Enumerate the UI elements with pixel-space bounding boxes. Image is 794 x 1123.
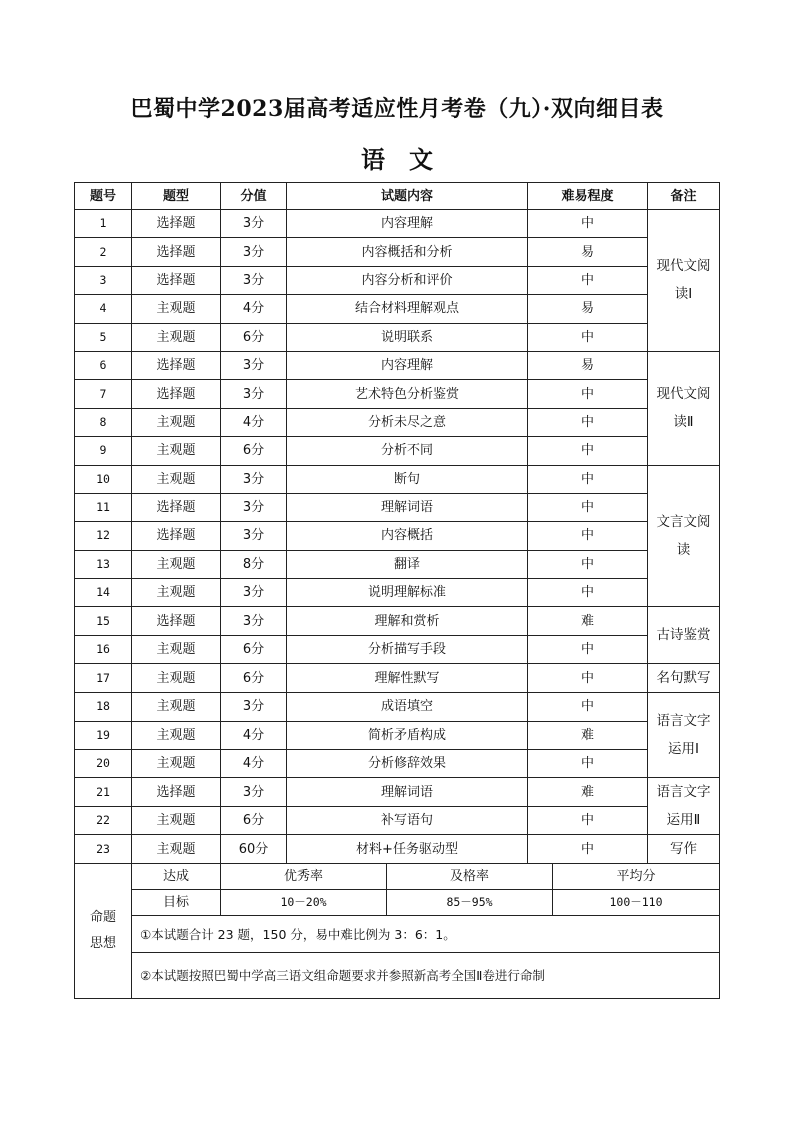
table-row bbox=[75, 664, 720, 693]
cell-score: 3分 bbox=[221, 693, 287, 721]
cell-type: 选择题 bbox=[132, 351, 221, 379]
remark-line: 写作 bbox=[670, 841, 697, 858]
cell-score: 3分 bbox=[221, 266, 287, 294]
table-row bbox=[75, 295, 720, 323]
cell-type: 主观题 bbox=[132, 550, 221, 578]
cell-type: 主观题 bbox=[132, 295, 221, 323]
cell-difficulty: 中 bbox=[528, 693, 648, 721]
cell-difficulty: 易 bbox=[528, 351, 648, 379]
cell-difficulty: 中 bbox=[528, 522, 648, 550]
header-type: 题型 bbox=[132, 183, 221, 210]
cell-number: 4 bbox=[75, 295, 132, 323]
cell-content: 翻译 bbox=[287, 550, 528, 578]
cell-difficulty: 难 bbox=[528, 607, 648, 635]
cell-content: 理解性默写 bbox=[287, 664, 528, 693]
cell-difficulty: 中 bbox=[528, 635, 648, 663]
summary-label-line: 命题 bbox=[89, 910, 116, 926]
cell-content: 内容概括和分析 bbox=[287, 238, 528, 266]
remark-line: 读 bbox=[676, 541, 691, 558]
cell-number: 11 bbox=[75, 493, 132, 521]
cell-difficulty: 中 bbox=[528, 437, 648, 465]
cell-difficulty: 中 bbox=[528, 493, 648, 521]
cell-content: 艺术特色分析鉴赏 bbox=[287, 380, 528, 408]
table-row bbox=[75, 607, 720, 635]
metric-value: 10－20% bbox=[221, 890, 387, 916]
cell-number: 23 bbox=[75, 835, 132, 864]
table-row bbox=[75, 465, 720, 493]
cell-number: 20 bbox=[75, 750, 132, 778]
cell-score: 6分 bbox=[221, 635, 287, 663]
remark-cell bbox=[648, 693, 720, 778]
cell-content: 说明联系 bbox=[287, 323, 528, 351]
cell-difficulty: 中 bbox=[528, 550, 648, 578]
table-row bbox=[75, 835, 720, 864]
remark-cell bbox=[648, 607, 720, 664]
target-label-line1: 达成 bbox=[132, 864, 221, 890]
cell-difficulty: 中 bbox=[528, 380, 648, 408]
cell-score: 3分 bbox=[221, 778, 287, 807]
table-row bbox=[75, 323, 720, 351]
remark-cell bbox=[648, 351, 720, 465]
cell-type: 选择题 bbox=[132, 607, 221, 635]
table-row bbox=[75, 437, 720, 465]
cell-score: 3分 bbox=[221, 351, 287, 379]
cell-content: 结合材料理解观点 bbox=[287, 295, 528, 323]
table-row bbox=[75, 266, 720, 294]
cell-score: 3分 bbox=[221, 579, 287, 607]
cell-number: 21 bbox=[75, 778, 132, 807]
cell-number: 19 bbox=[75, 721, 132, 749]
cell-number: 14 bbox=[75, 579, 132, 607]
detail-table bbox=[74, 182, 720, 864]
cell-content: 说明理解标准 bbox=[287, 579, 528, 607]
remark-line: 运用Ⅱ bbox=[666, 812, 701, 829]
cell-content: 分析修辞效果 bbox=[287, 750, 528, 778]
summary-label bbox=[75, 864, 132, 999]
cell-score: 6分 bbox=[221, 437, 287, 465]
header-content: 试题内容 bbox=[287, 183, 528, 210]
remark-line: 文言文阅 bbox=[656, 513, 711, 530]
remark-line: 语言文字 bbox=[656, 713, 711, 730]
cell-content: 理解和赏析 bbox=[287, 607, 528, 635]
remark-cell bbox=[648, 778, 720, 835]
cell-score: 4分 bbox=[221, 295, 287, 323]
cell-type: 选择题 bbox=[132, 778, 221, 807]
remark-cell bbox=[648, 210, 720, 352]
cell-content: 分析未尽之意 bbox=[287, 408, 528, 436]
cell-number: 15 bbox=[75, 607, 132, 635]
table-row bbox=[75, 806, 720, 835]
cell-score: 60分 bbox=[221, 835, 287, 864]
cell-type: 主观题 bbox=[132, 323, 221, 351]
cell-score: 4分 bbox=[221, 721, 287, 749]
cell-type: 主观题 bbox=[132, 408, 221, 436]
table-row bbox=[75, 635, 720, 663]
cell-difficulty: 易 bbox=[528, 238, 648, 266]
remark-text-2: ②本试题按照巴蜀中学高三语文组命题要求并参照新高考全国Ⅱ卷进行命制 bbox=[132, 953, 720, 999]
cell-content: 理解词语 bbox=[287, 493, 528, 521]
cell-difficulty: 中 bbox=[528, 323, 648, 351]
cell-type: 选择题 bbox=[132, 266, 221, 294]
table-row bbox=[75, 408, 720, 436]
cell-content: 内容概括 bbox=[287, 522, 528, 550]
summary-row bbox=[75, 916, 720, 953]
cell-type: 选择题 bbox=[132, 522, 221, 550]
cell-type: 选择题 bbox=[132, 238, 221, 266]
target-label-line2: 目标 bbox=[132, 890, 221, 916]
cell-score: 8分 bbox=[221, 550, 287, 578]
cell-type: 主观题 bbox=[132, 693, 221, 721]
detail-table-sheet bbox=[74, 182, 719, 1012]
cell-type: 选择题 bbox=[132, 380, 221, 408]
cell-score: 3分 bbox=[221, 607, 287, 635]
table-row bbox=[75, 750, 720, 778]
cell-content: 成语填空 bbox=[287, 693, 528, 721]
cell-score: 3分 bbox=[221, 493, 287, 521]
cell-number: 18 bbox=[75, 693, 132, 721]
header-number: 题号 bbox=[75, 183, 132, 210]
cell-difficulty: 易 bbox=[528, 295, 648, 323]
table-row bbox=[75, 778, 720, 807]
cell-difficulty: 中 bbox=[528, 266, 648, 294]
remark-line: 读Ⅰ bbox=[674, 286, 693, 303]
remark-line: 运用Ⅰ bbox=[668, 741, 699, 758]
cell-number: 10 bbox=[75, 465, 132, 493]
header-remark: 备注 bbox=[648, 183, 720, 210]
remark-line: 语言文字 bbox=[656, 784, 711, 801]
header-difficulty: 难易程度 bbox=[528, 183, 648, 210]
subject-title: 语 文 bbox=[361, 145, 433, 174]
cell-type: 主观题 bbox=[132, 664, 221, 693]
table-row bbox=[75, 693, 720, 721]
cell-difficulty: 中 bbox=[528, 664, 648, 693]
summary-row bbox=[75, 890, 720, 916]
summary-row bbox=[75, 953, 720, 999]
metric-name: 平均分 bbox=[553, 864, 720, 890]
cell-number: 17 bbox=[75, 664, 132, 693]
cell-type: 主观题 bbox=[132, 806, 221, 835]
table-row bbox=[75, 351, 720, 379]
cell-type: 选择题 bbox=[132, 493, 221, 521]
cell-score: 3分 bbox=[221, 380, 287, 408]
metric-value: 100－110 bbox=[553, 890, 720, 916]
cell-number: 13 bbox=[75, 550, 132, 578]
cell-content: 分析不同 bbox=[287, 437, 528, 465]
table-row bbox=[75, 380, 720, 408]
cell-type: 主观题 bbox=[132, 465, 221, 493]
cell-number: 5 bbox=[75, 323, 132, 351]
table-row bbox=[75, 522, 720, 550]
cell-content: 内容理解 bbox=[287, 351, 528, 379]
cell-type: 主观题 bbox=[132, 750, 221, 778]
cell-content: 内容分析和评价 bbox=[287, 266, 528, 294]
cell-number: 2 bbox=[75, 238, 132, 266]
cell-difficulty: 中 bbox=[528, 408, 648, 436]
summary-label-line: 思想 bbox=[89, 936, 116, 952]
cell-type: 主观题 bbox=[132, 437, 221, 465]
cell-score: 6分 bbox=[221, 323, 287, 351]
cell-difficulty: 中 bbox=[528, 465, 648, 493]
remark-line: 古诗鉴赏 bbox=[656, 627, 711, 644]
cell-difficulty: 中 bbox=[528, 750, 648, 778]
remark-cell bbox=[648, 835, 720, 864]
cell-number: 7 bbox=[75, 380, 132, 408]
metric-value: 85－95% bbox=[387, 890, 553, 916]
table-row bbox=[75, 721, 720, 749]
table-row bbox=[75, 238, 720, 266]
table-header-row bbox=[75, 183, 720, 210]
cell-score: 3分 bbox=[221, 522, 287, 550]
remark-line: 读Ⅱ bbox=[673, 414, 694, 431]
cell-content: 材料+任务驱动型 bbox=[287, 835, 528, 864]
cell-type: 选择题 bbox=[132, 210, 221, 238]
cell-content: 分析描写手段 bbox=[287, 635, 528, 663]
summary-table bbox=[74, 863, 720, 999]
cell-content: 简析矛盾构成 bbox=[287, 721, 528, 749]
cell-number: 9 bbox=[75, 437, 132, 465]
table-row bbox=[75, 210, 720, 238]
remark-line: 现代文阅 bbox=[656, 258, 711, 275]
cell-type: 主观题 bbox=[132, 635, 221, 663]
cell-difficulty: 难 bbox=[528, 778, 648, 807]
table-row bbox=[75, 579, 720, 607]
cell-score: 4分 bbox=[221, 408, 287, 436]
cell-difficulty: 中 bbox=[528, 579, 648, 607]
metric-name: 及格率 bbox=[387, 864, 553, 890]
cell-content: 补写语句 bbox=[287, 806, 528, 835]
cell-score: 6分 bbox=[221, 806, 287, 835]
remark-cell bbox=[648, 465, 720, 607]
cell-score: 3分 bbox=[221, 465, 287, 493]
cell-number: 12 bbox=[75, 522, 132, 550]
cell-number: 3 bbox=[75, 266, 132, 294]
cell-difficulty: 中 bbox=[528, 806, 648, 835]
cell-score: 3分 bbox=[221, 210, 287, 238]
cell-content: 内容理解 bbox=[287, 210, 528, 238]
table-row bbox=[75, 493, 720, 521]
header-score: 分值 bbox=[221, 183, 287, 210]
cell-difficulty: 中 bbox=[528, 835, 648, 864]
remark-cell bbox=[648, 664, 720, 693]
cell-type: 主观题 bbox=[132, 835, 221, 864]
cell-type: 主观题 bbox=[132, 579, 221, 607]
cell-number: 1 bbox=[75, 210, 132, 238]
remark-text-1: ①本试题合计 23 题，150 分，易中难比例为 3：6：1。 bbox=[132, 916, 720, 953]
cell-score: 3分 bbox=[221, 238, 287, 266]
cell-number: 8 bbox=[75, 408, 132, 436]
cell-type: 主观题 bbox=[132, 721, 221, 749]
cell-difficulty: 中 bbox=[528, 210, 648, 238]
cell-score: 4分 bbox=[221, 750, 287, 778]
cell-difficulty: 难 bbox=[528, 721, 648, 749]
remark-line: 现代文阅 bbox=[656, 386, 711, 403]
document-title: 巴蜀中学2023届高考适应性月考卷（九）·双向细目表 bbox=[130, 96, 664, 122]
cell-score: 6分 bbox=[221, 664, 287, 693]
cell-number: 16 bbox=[75, 635, 132, 663]
cell-content: 理解词语 bbox=[287, 778, 528, 807]
cell-content: 断句 bbox=[287, 465, 528, 493]
remark-line: 名句默写 bbox=[656, 670, 711, 687]
metric-name: 优秀率 bbox=[221, 864, 387, 890]
summary-row bbox=[75, 864, 720, 890]
cell-number: 6 bbox=[75, 351, 132, 379]
table-row bbox=[75, 550, 720, 578]
cell-number: 22 bbox=[75, 806, 132, 835]
